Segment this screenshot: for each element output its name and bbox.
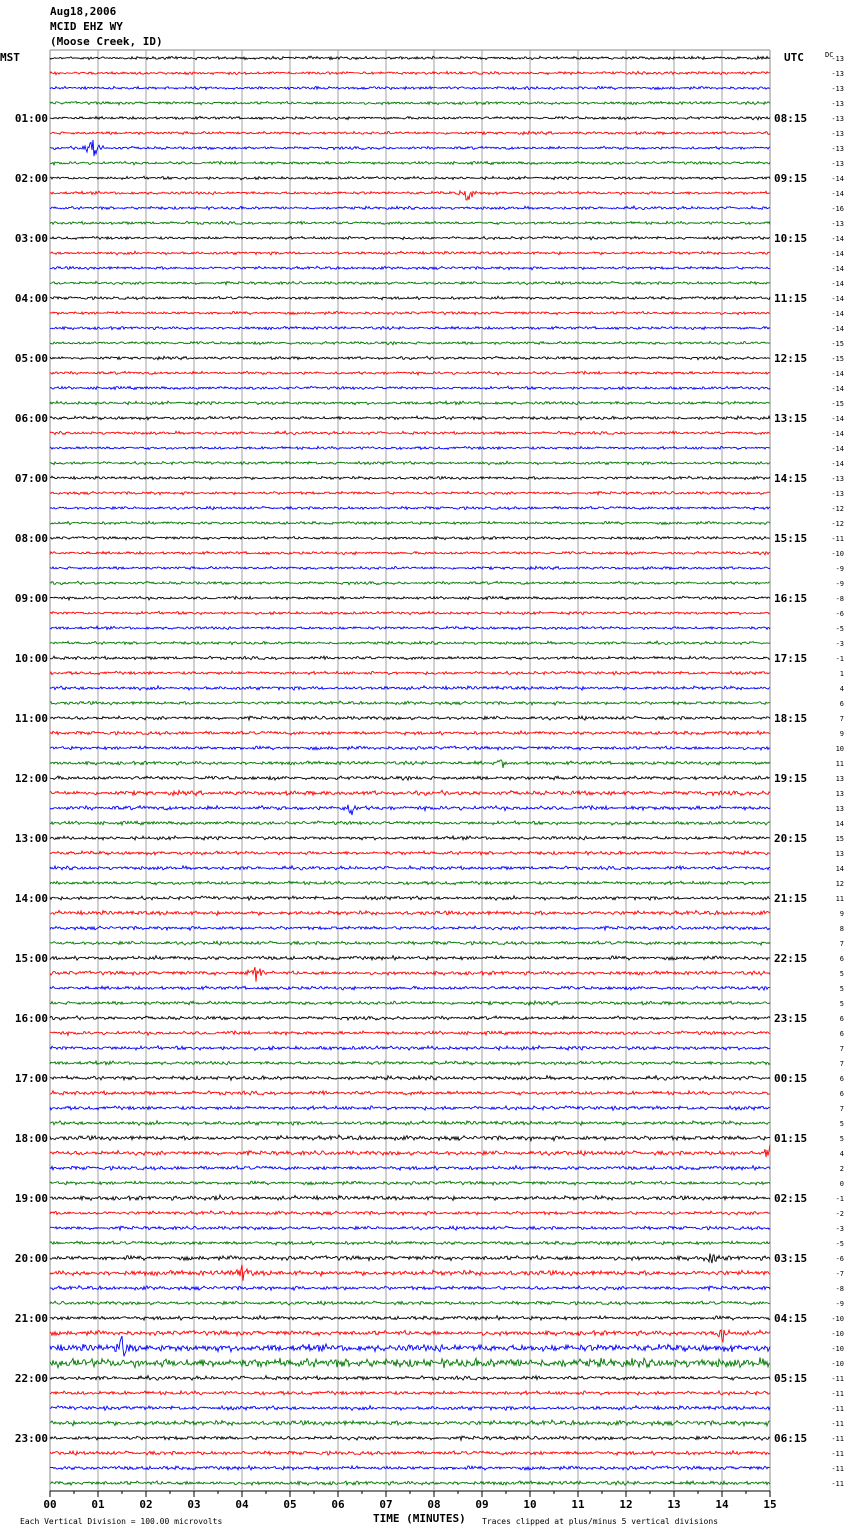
station-code: MCID EHZ WY (50, 20, 123, 33)
dc-offset-value: -11 (831, 1420, 844, 1428)
trace-row-66 (50, 1046, 770, 1051)
dc-offset-value: -8 (835, 595, 844, 603)
trace-row-61 (50, 967, 770, 982)
mst-hour-label: 08:00 (14, 532, 48, 545)
trace-row-20 (50, 356, 770, 360)
utc-hour-label: 11:15 (774, 292, 808, 305)
trace-row-25 (50, 431, 770, 435)
trace-row-45 (50, 731, 770, 735)
utc-hour-label: 01:15 (774, 1132, 808, 1145)
x-tick-label: 05 (283, 1498, 297, 1511)
trace-row-6 (50, 140, 770, 156)
mst-hour-label: 04:00 (14, 292, 48, 305)
trace-row-86 (50, 1336, 770, 1356)
trace-row-60 (50, 956, 770, 960)
utc-hour-label: 18:15 (774, 712, 808, 725)
dc-offset-value: -14 (831, 325, 844, 333)
clip-note: Traces clipped at plus/minus 5 vertical divisions (482, 1517, 719, 1526)
trace-row-83 (50, 1301, 770, 1305)
trace-row-53 (50, 851, 770, 855)
trace-row-72 (50, 1135, 770, 1140)
trace-row-10 (50, 206, 770, 210)
dc-offset-value: 6 (839, 1090, 844, 1098)
mst-hour-label: 18:00 (14, 1132, 48, 1145)
dc-offset-value: 7 (839, 1105, 844, 1113)
dc-offset-value: 5 (839, 1120, 844, 1128)
dc-offset-value: -14 (831, 370, 844, 378)
dc-offset-value: 14 (835, 865, 844, 873)
trace-row-49 (50, 790, 770, 795)
mst-hour-label: 17:00 (14, 1072, 48, 1085)
trace-row-46 (50, 746, 770, 750)
dc-offset-value: -13 (831, 70, 844, 78)
plot-date: Aug18,2006 (50, 5, 117, 18)
x-tick-label: 13 (667, 1498, 681, 1511)
dc-offset-value: 0 (839, 1180, 844, 1188)
dc-offset-value: -7 (835, 1270, 844, 1278)
trace-row-79 (50, 1241, 770, 1245)
utc-hour-label: 13:15 (774, 412, 808, 425)
dc-offset-value: -10 (831, 1345, 844, 1353)
dc-offset-value: -15 (831, 400, 844, 408)
dc-offset-value: -13 (831, 55, 844, 63)
utc-hour-label: 08:15 (774, 112, 808, 125)
dc-offset-value: -3 (835, 640, 844, 648)
x-tick-label: 15 (763, 1498, 777, 1511)
utc-hour-label: 22:15 (774, 952, 808, 965)
mst-hour-label: 23:00 (14, 1432, 48, 1445)
x-axis-title: TIME (MINUTES) (373, 1512, 466, 1525)
dc-offset-value: -14 (831, 280, 844, 288)
mst-hour-label: 22:00 (14, 1372, 48, 1385)
dc-offset-value: -10 (831, 1360, 844, 1368)
dc-offset-value: -8 (835, 1285, 844, 1293)
dc-offset-value: -14 (831, 235, 844, 243)
dc-offset-value: 5 (839, 1000, 844, 1008)
trace-row-29 (50, 491, 770, 494)
dc-offset-value: -9 (835, 1300, 844, 1308)
dc-offset-value: -2 (835, 1210, 844, 1218)
trace-row-76 (50, 1195, 770, 1200)
trace-row-77 (50, 1211, 770, 1215)
utc-hour-label: 16:15 (774, 592, 808, 605)
dc-offset-value: 11 (835, 895, 844, 903)
trace-row-85 (50, 1330, 770, 1342)
dc-offset-value: -11 (831, 1405, 844, 1413)
trace-row-21 (50, 371, 770, 375)
dc-offset-value: -12 (831, 520, 844, 528)
trace-row-78 (50, 1226, 770, 1230)
dc-offset-value: 4 (839, 685, 844, 693)
mst-hour-label: 11:00 (14, 712, 48, 725)
utc-hour-label: 10:15 (774, 232, 808, 245)
trace-row-91 (50, 1420, 770, 1426)
trace-row-19 (50, 342, 770, 345)
utc-hour-label: 00:15 (774, 1072, 808, 1085)
trace-row-55 (50, 881, 770, 885)
trace-row-23 (50, 401, 770, 405)
utc-hour-label: 09:15 (774, 172, 808, 185)
trace-row-39 (50, 641, 770, 645)
utc-hour-label: 21:15 (774, 892, 808, 905)
trace-row-54 (50, 866, 770, 870)
dc-offset-value: 13 (835, 805, 844, 813)
trace-row-12 (50, 236, 770, 240)
mst-hour-label: 15:00 (14, 952, 48, 965)
trace-row-50 (50, 805, 770, 815)
dc-offset-value: -14 (831, 385, 844, 393)
trace-row-9 (50, 191, 770, 200)
dc-offset-value: -13 (831, 475, 844, 483)
trace-row-71 (50, 1121, 770, 1126)
dc-offset-value: -10 (831, 1315, 844, 1323)
trace-row-33 (50, 551, 770, 554)
trace-row-27 (50, 461, 770, 465)
trace-row-95 (50, 1481, 770, 1485)
trace-row-70 (50, 1106, 770, 1111)
trace-row-8 (50, 176, 770, 180)
mst-hour-label: 05:00 (14, 352, 48, 365)
utc-hour-label: 15:15 (774, 532, 808, 545)
x-tick-label: 06 (331, 1498, 345, 1511)
trace-row-87 (50, 1358, 770, 1369)
dc-offset-value: -1 (835, 655, 844, 663)
trace-row-34 (50, 566, 770, 569)
trace-row-1 (50, 71, 770, 74)
dc-offset-value: -11 (831, 1435, 844, 1443)
dc-offset-value: -14 (831, 250, 844, 258)
mst-hour-label: 19:00 (14, 1192, 48, 1205)
dc-offset-value: -13 (831, 115, 844, 123)
dc-offset-value: 13 (835, 850, 844, 858)
dc-offset-value: -10 (831, 550, 844, 558)
dc-offset-value: 12 (835, 880, 844, 888)
x-tick-label: 02 (139, 1498, 153, 1511)
trace-row-63 (50, 1001, 770, 1005)
x-tick-label: 00 (43, 1498, 57, 1511)
dc-offset-value: 6 (839, 700, 844, 708)
dc-offset-value: -14 (831, 310, 844, 318)
trace-row-36 (50, 596, 770, 600)
dc-offset-value: -14 (831, 460, 844, 468)
trace-row-11 (50, 221, 770, 224)
dc-offset-value: -6 (835, 1255, 844, 1263)
utc-hour-label: 06:15 (774, 1432, 808, 1445)
trace-row-80 (50, 1254, 770, 1264)
trace-row-84 (50, 1316, 770, 1321)
trace-row-22 (50, 386, 770, 390)
mst-hour-label: 14:00 (14, 892, 48, 905)
mst-hour-label: 06:00 (14, 412, 48, 425)
dc-offset-value: -11 (831, 535, 844, 543)
trace-row-57 (50, 911, 770, 916)
mst-hour-label: 10:00 (14, 652, 48, 665)
trace-row-13 (50, 251, 770, 255)
utc-hour-label: 14:15 (774, 472, 808, 485)
dc-offset-value: 1 (839, 670, 844, 678)
dc-offset-value: 14 (835, 820, 844, 828)
dc-offset-value: -13 (831, 85, 844, 93)
dc-offset-value: -12 (831, 505, 844, 513)
trace-row-28 (50, 476, 770, 480)
dc-offset-value: 2 (839, 1165, 844, 1173)
trace-rows (50, 56, 770, 1485)
dc-offset-value: -1 (835, 1195, 844, 1203)
utc-hour-label: 20:15 (774, 832, 808, 845)
dc-offset-value: 8 (839, 925, 844, 933)
dc-offset-value: -14 (831, 430, 844, 438)
dc-offset-value: -13 (831, 130, 844, 138)
trace-row-15 (50, 281, 770, 284)
axis-labels (0, 5, 844, 1526)
trace-row-92 (50, 1436, 770, 1440)
dc-offset-value: -5 (835, 1240, 844, 1248)
dc-offset-value: -14 (831, 415, 844, 423)
scale-note: Each Vertical Division = 100.00 microvolts (20, 1517, 223, 1526)
trace-row-67 (50, 1061, 770, 1065)
trace-row-38 (50, 626, 770, 629)
trace-row-69 (50, 1091, 770, 1095)
dc-offset-value: -14 (831, 445, 844, 453)
x-tick-label: 12 (619, 1498, 633, 1511)
trace-row-89 (50, 1391, 770, 1395)
x-tick-label: 09 (475, 1498, 489, 1511)
dc-offset-value: -14 (831, 190, 844, 198)
trace-row-62 (50, 986, 770, 990)
trace-row-74 (50, 1166, 770, 1171)
dc-offset-value: 13 (835, 790, 844, 798)
trace-row-56 (50, 896, 770, 900)
dc-offset-value: -9 (835, 580, 844, 588)
dc-offset-value: 9 (839, 730, 844, 738)
dc-offset-value: -14 (831, 265, 844, 273)
trace-row-68 (50, 1076, 770, 1081)
dc-offset-value: -11 (831, 1480, 844, 1488)
trace-row-14 (50, 266, 770, 270)
dc-offset-value: 6 (839, 1030, 844, 1038)
dc-offset-value: -16 (831, 205, 844, 213)
utc-hour-label: 17:15 (774, 652, 808, 665)
dc-offset-value: -14 (831, 295, 844, 303)
dc-offset-header: DC (825, 51, 834, 59)
dc-offset-value: 7 (839, 715, 844, 723)
dc-offset-value: 11 (835, 760, 844, 768)
trace-row-16 (50, 296, 770, 300)
trace-row-40 (50, 656, 770, 660)
mst-hour-label: 03:00 (14, 232, 48, 245)
dc-offset-value: 5 (839, 985, 844, 993)
utc-hour-label: 03:15 (774, 1252, 808, 1265)
dc-offset-value: -13 (831, 220, 844, 228)
dc-offset-value: -15 (831, 340, 844, 348)
dc-offset-value: 7 (839, 1045, 844, 1053)
trace-row-7 (50, 161, 770, 165)
trace-row-51 (50, 821, 770, 825)
x-tick-label: 04 (235, 1498, 249, 1511)
trace-row-32 (50, 536, 770, 539)
utc-hour-label: 23:15 (774, 1012, 808, 1025)
dc-offset-value: 13 (835, 775, 844, 783)
trace-row-73 (50, 1145, 770, 1157)
trace-row-90 (50, 1406, 770, 1411)
x-tick-label: 10 (523, 1498, 537, 1511)
trace-row-30 (50, 506, 770, 509)
x-tick-label: 07 (379, 1498, 393, 1511)
dc-offset-value: 7 (839, 940, 844, 948)
trace-row-0 (50, 56, 770, 60)
trace-row-58 (50, 926, 770, 930)
right-zone-label: UTC (784, 51, 804, 64)
trace-row-2 (50, 86, 770, 89)
mst-hour-label: 21:00 (14, 1312, 48, 1325)
x-tick-label: 01 (91, 1498, 105, 1511)
utc-hour-label: 05:15 (774, 1372, 808, 1385)
dc-offset-value: 5 (839, 970, 844, 978)
dc-offset-value: -9 (835, 565, 844, 573)
trace-row-48 (50, 776, 770, 780)
trace-row-37 (50, 611, 770, 615)
trace-row-17 (50, 311, 770, 314)
dc-offset-value: -13 (831, 160, 844, 168)
dc-offset-value: -14 (831, 175, 844, 183)
trace-row-64 (50, 1016, 770, 1020)
dc-offset-value: -11 (831, 1390, 844, 1398)
trace-row-52 (50, 836, 770, 840)
dc-offset-value: -15 (831, 355, 844, 363)
trace-row-31 (50, 521, 770, 524)
trace-row-42 (50, 686, 770, 690)
dc-offset-value: -6 (835, 610, 844, 618)
trace-row-47 (50, 760, 770, 768)
trace-row-3 (50, 101, 770, 104)
dc-offset-value: -13 (831, 490, 844, 498)
mst-hour-label: 13:00 (14, 832, 48, 845)
dc-offset-value: -11 (831, 1375, 844, 1383)
mst-hour-label: 07:00 (14, 472, 48, 485)
x-tick-label: 14 (715, 1498, 729, 1511)
trace-row-65 (50, 1031, 770, 1035)
x-tick-label: 11 (571, 1498, 585, 1511)
dc-offset-value: 7 (839, 1060, 844, 1068)
station-location: (Moose Creek, ID) (50, 35, 163, 48)
dc-offset-value: 4 (839, 1150, 844, 1158)
mst-hour-label: 12:00 (14, 772, 48, 785)
mst-hour-label: 09:00 (14, 592, 48, 605)
utc-hour-label: 19:15 (774, 772, 808, 785)
dc-offset-value: -11 (831, 1465, 844, 1473)
trace-row-4 (50, 116, 770, 119)
dc-offset-value: 6 (839, 1015, 844, 1023)
dc-offset-value: 5 (839, 1135, 844, 1143)
dc-offset-value: 9 (839, 910, 844, 918)
trace-row-41 (50, 671, 770, 675)
dc-offset-value: -13 (831, 100, 844, 108)
left-zone-label: MST (0, 51, 20, 64)
dc-offset-value: 6 (839, 955, 844, 963)
dc-offset-value: -10 (831, 1330, 844, 1338)
mst-hour-label: 02:00 (14, 172, 48, 185)
trace-row-88 (50, 1376, 770, 1381)
dc-offset-value: 6 (839, 1075, 844, 1083)
dc-offset-value: -11 (831, 1450, 844, 1458)
dc-offset-value: -5 (835, 625, 844, 633)
trace-row-44 (50, 716, 770, 720)
mst-hour-label: 20:00 (14, 1252, 48, 1265)
trace-row-43 (50, 701, 770, 705)
trace-row-5 (50, 131, 770, 134)
dc-offset-value: 15 (835, 835, 844, 843)
utc-hour-label: 04:15 (774, 1312, 808, 1325)
trace-row-35 (50, 581, 770, 585)
trace-row-93 (50, 1451, 770, 1456)
dc-offset-value: -13 (831, 145, 844, 153)
utc-hour-label: 02:15 (774, 1192, 808, 1205)
trace-row-75 (50, 1181, 770, 1185)
dc-offset-value: 10 (835, 745, 844, 753)
mst-hour-label: 01:00 (14, 112, 48, 125)
x-tick-label: 03 (187, 1498, 201, 1511)
dc-offset-value: -3 (835, 1225, 844, 1233)
trace-row-26 (50, 446, 770, 449)
trace-row-94 (50, 1466, 770, 1470)
trace-row-59 (50, 941, 770, 945)
utc-hour-label: 12:15 (774, 352, 808, 365)
trace-row-18 (50, 326, 770, 329)
trace-row-24 (50, 416, 770, 420)
trace-row-82 (50, 1286, 770, 1291)
x-tick-label: 08 (427, 1498, 441, 1511)
mst-hour-label: 16:00 (14, 1012, 48, 1025)
trace-row-81 (50, 1265, 770, 1281)
